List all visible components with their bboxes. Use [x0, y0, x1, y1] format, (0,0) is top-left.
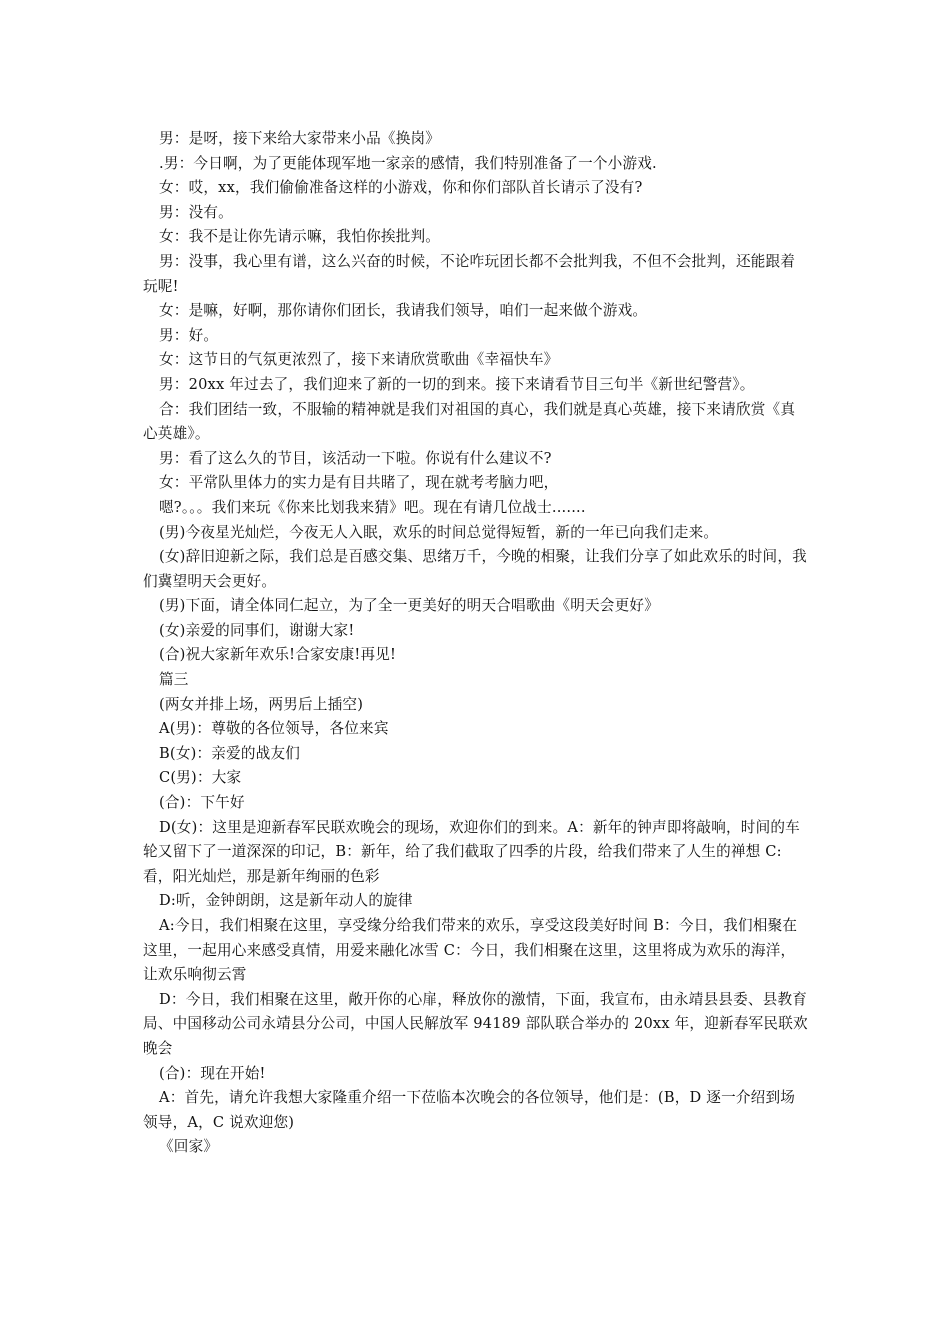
paragraph: 男：好。 [159, 326, 219, 344]
paragraph: B(女)：亲爱的战友们 [159, 744, 301, 762]
paragraph: A(男)：尊敬的各位领导，各位来宾 [159, 720, 389, 738]
paragraph: .男：今日啊，为了更能体现军地一家亲的感情，我们特别准备了一个小游戏. [159, 154, 657, 172]
paragraph: (女)辞旧迎新之际，我们总是百感交集、思绪万千，今晚的相聚，让我们分享了如此欢乐的时间，我们冀望明天会更好。 [143, 548, 807, 590]
paragraph: 《回家》 [159, 1138, 219, 1156]
document-body [143, 127, 809, 1160]
section-heading: 篇三 [159, 671, 189, 689]
paragraph: (男)下面，请全体同仁起立，为了全一更美好的明天合唱歌曲《明天会更好》 [159, 597, 659, 615]
paragraph: 女：是嘛，好啊，那你请你们团长，我请我们领导，咱们一起来做个游戏。 [159, 302, 648, 320]
paragraph: 男：没事，我心里有谱，这么兴奋的时候，不论咋玩团长都不会批判我，不但不会批判，还能跟着玩呢! [143, 252, 796, 295]
paragraph: 女：这节日的气氛更浓烈了，接下来请欣赏歌曲《幸福快车》 [159, 351, 559, 369]
paragraph: 男：看了这么久的节目，该活动一下啦。你说有什么建议不? [159, 449, 552, 467]
paragraph: (合)祝大家新年欢乐!合家安康!再见! [159, 646, 397, 664]
paragraph: 男：20xx 年过去了，我们迎来了新的一切的到来。接下来请看节目三句半《新世纪警营》。 [159, 375, 755, 393]
paragraph: (合)：现在开始! [159, 1064, 266, 1082]
paragraph: 女：我不是让你先请示嘛，我怕你挨批判。 [159, 228, 441, 246]
paragraph: (男)今夜星光灿烂，今夜无人入眠，欢乐的时间总觉得短暂，新的一年已向我们走来。 [159, 523, 719, 541]
paragraph: (女)亲爱的同事们，谢谢大家! [159, 621, 355, 639]
paragraph: 嗯?。。。我们来玩《你来比划我来猜》吧。现在有请几位战士....... [159, 498, 586, 516]
paragraph: D：今日，我们相聚在这里，敞开你的心扉，释放你的激情，下面，我宣布，由永靖县县委、县教育局、中国移动公司永靖县分公司，中国人民解放军 94189 部队联合举办的 20xx 年，迎新春军民联欢晚会 [143, 990, 808, 1057]
paragraph: A：首先，请允许我想大家隆重介绍一下莅临本次晚会的各位领导，他们是：(B，D 逐一介绍到场领导，A，C 说欢迎您) [143, 1089, 796, 1131]
paragraph: (两女并排上场，两男后上插空) [159, 695, 364, 713]
paragraph: D:听，金钟朗朗，这是新年动人的旋律 [159, 892, 413, 910]
paragraph: 女：平常队里体力的实力是有目共睹了，现在就考考脑力吧， [159, 474, 559, 492]
paragraph: 合：我们团结一致，不服输的精神就是我们对祖国的真心，我们就是真心英雄，接下来请欣赏《真心英雄》。 [143, 400, 796, 443]
paragraph: A:今日，我们相聚在这里，享受缘分给我们带来的欢乐，享受这段美好时间 B：今日，我们相聚在这里，一起用心来感受真情，用爱来融化冰雪 C：今日，我们相聚在这里，这里将成为欢乐的海洋，让欢乐响彻云霄 [143, 917, 798, 984]
paragraph: C(男)：大家 [159, 769, 242, 787]
paragraph: 女：哎，xx，我们偷偷准备这样的小游戏，你和你们部队首长请示了没有? [159, 179, 643, 197]
paragraph: D(女)：这里是迎新春军民联欢晚会的现场，欢迎你们的到来。A：新年的钟声即将敲响，时间的车轮又留下了一道深深的印记，B：新年，给了我们截取了四季的片段，给我们带来了人生的禅想 C:看，阳光灿烂，那是新年绚丽的色彩 [143, 818, 800, 885]
paragraph: 男：没有。 [159, 203, 233, 221]
paragraph: 男：是呀，接下来给大家带来小品《换岗》 [159, 130, 441, 147]
paragraph: (合)：下午好 [159, 794, 245, 812]
